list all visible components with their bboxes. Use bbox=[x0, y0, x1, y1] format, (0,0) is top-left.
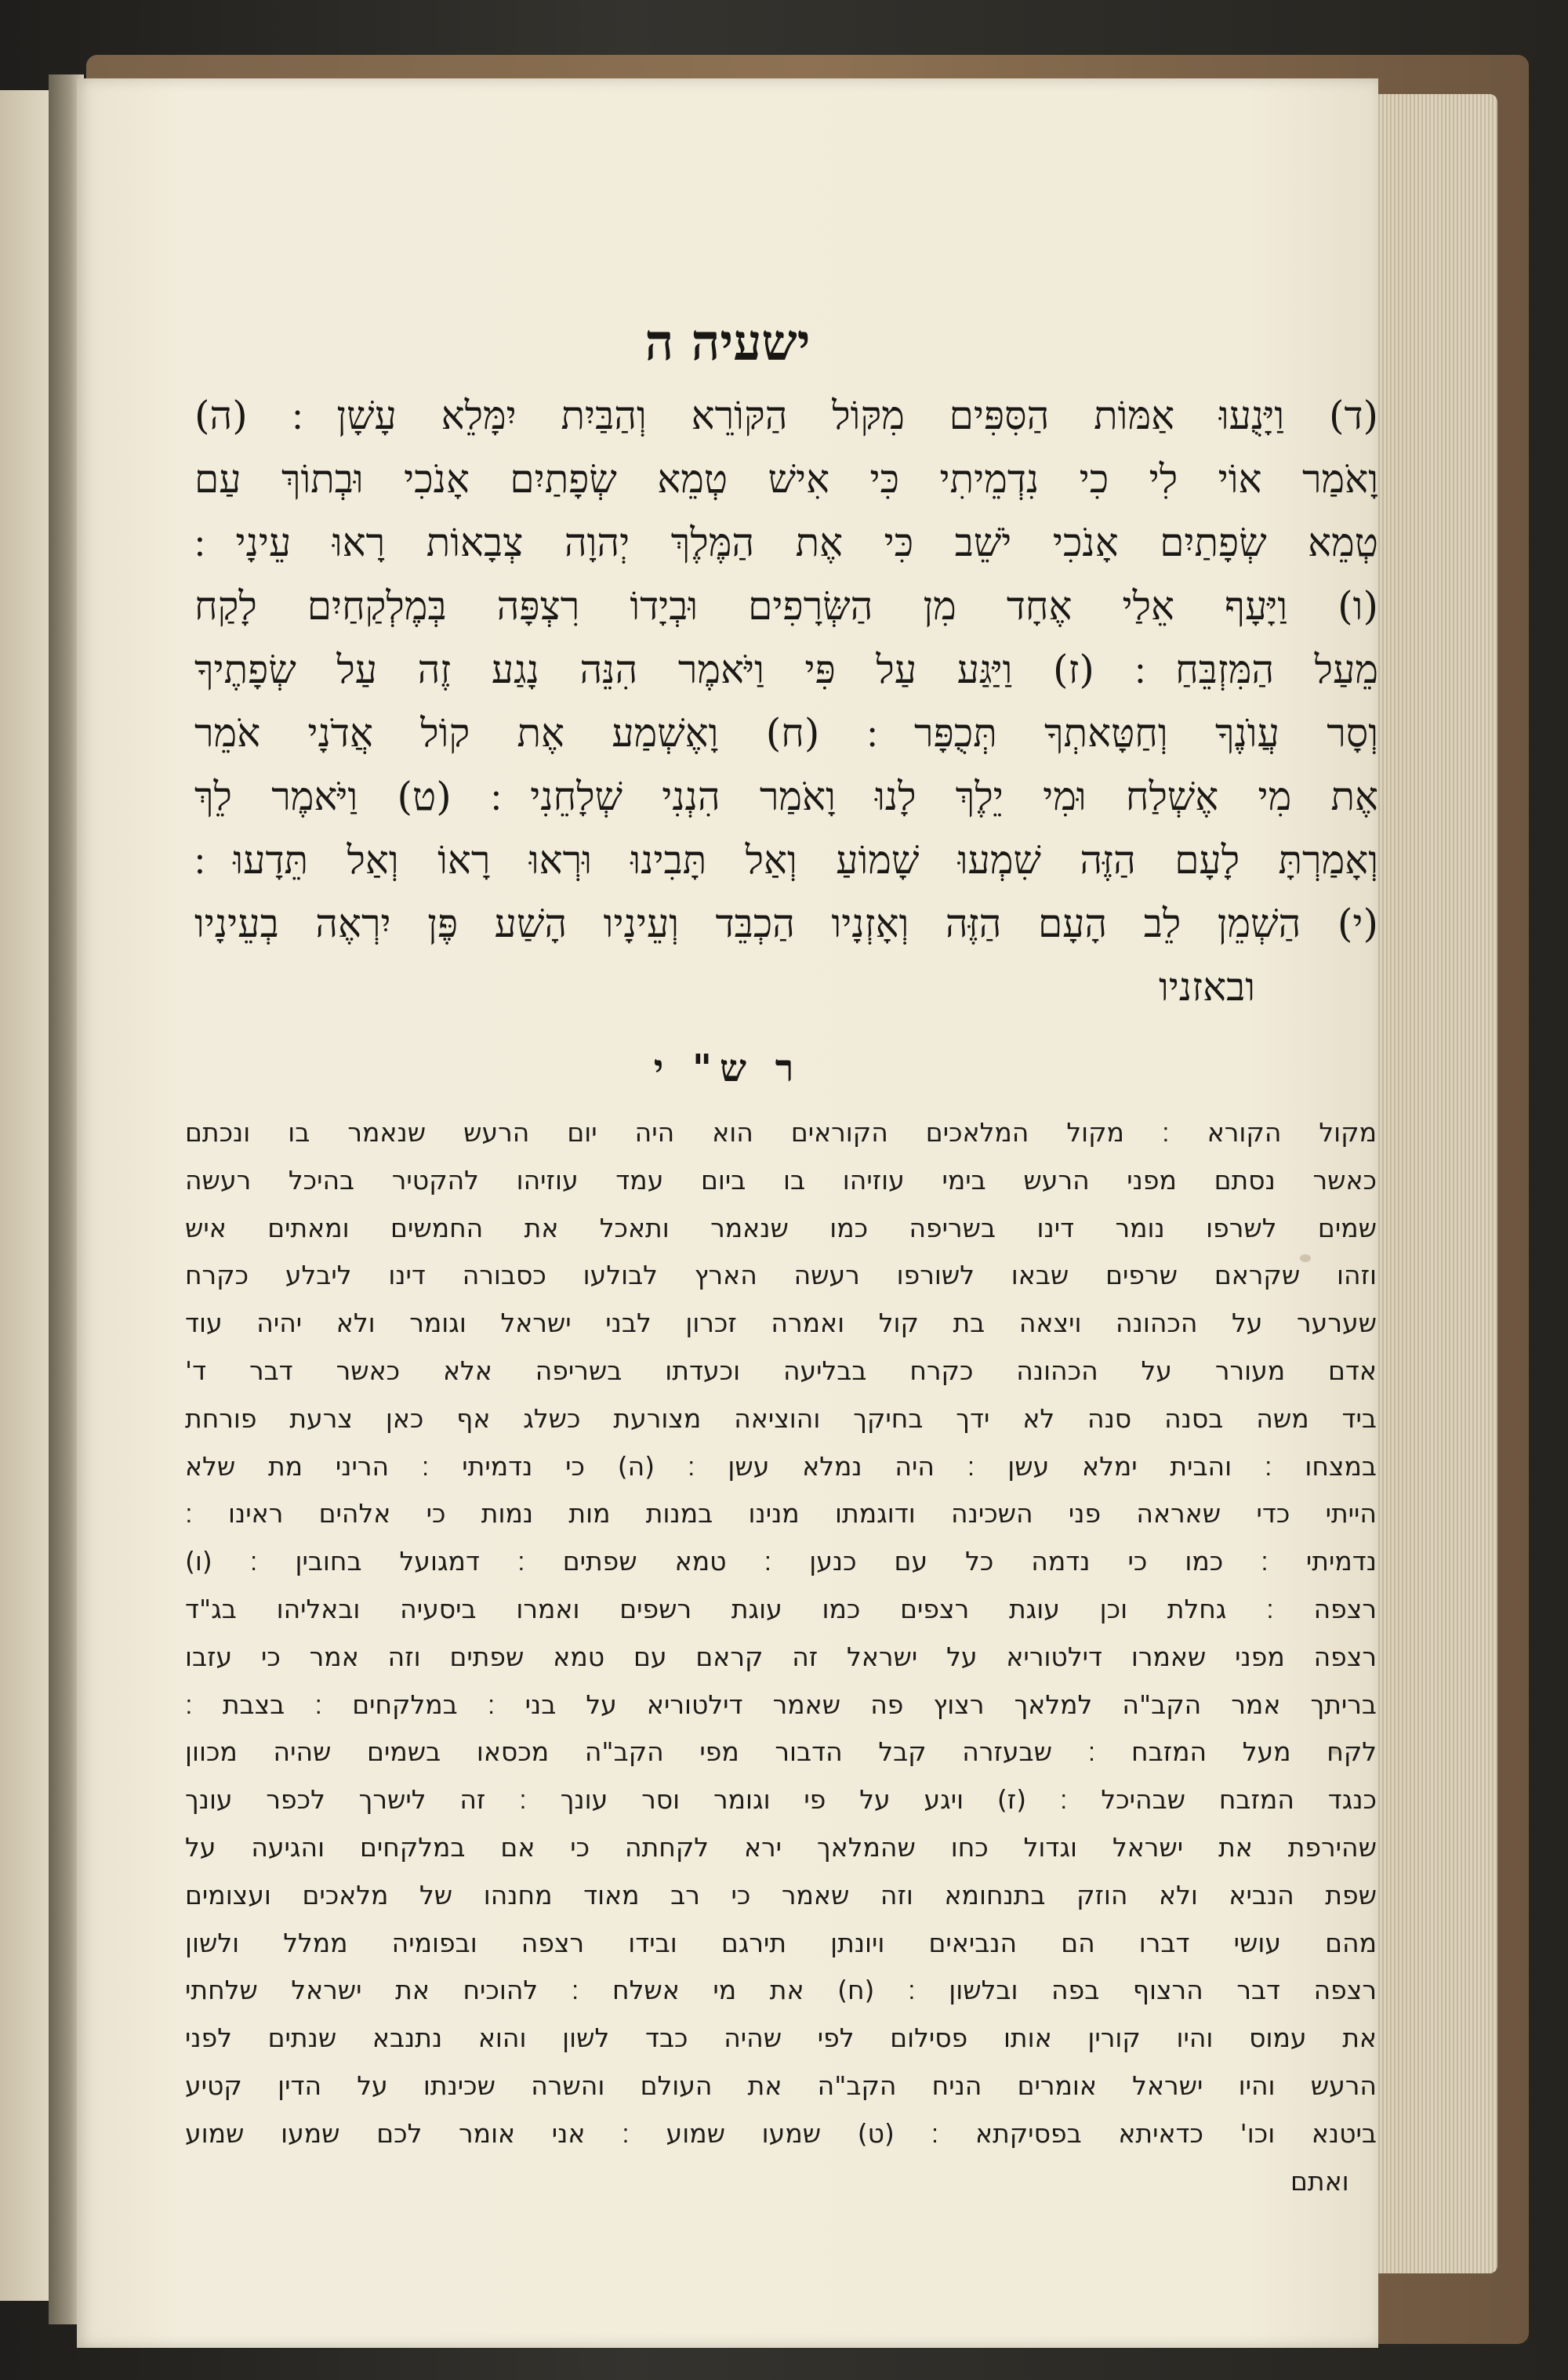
book-page bbox=[77, 78, 1378, 2348]
rashi-commentary bbox=[185, 1109, 1377, 2205]
commentary-line: אדם מעורר על הכהונה כקרח בבליעה וכעדתו בשריפה אלא כאשר דבר ד' bbox=[185, 1355, 1377, 1386]
commentary-line: מקול הקורא ׃ מקול המלאכים הקוראים הוא היה יום הרעש שנאמר בו ונכתם bbox=[185, 1117, 1377, 1148]
commentary-line: כאשר נסתם מפני הרעש בימי עוזיהו בו ביום עמד עוזיהו להקטיר בהיכל רעשה bbox=[185, 1164, 1377, 1195]
commentary-line: שפת הנביא ולא הוזק בתנחומא וזה שאמר כי רב מאוד מחנהו של מלאכים ועצומים bbox=[185, 1879, 1377, 1910]
page-header: ישעיה ה bbox=[644, 314, 811, 372]
verse-line: וְסָר עֲוֺנֶךָ וְחַטָּאתְךָ תְּכֻפָּר ׃ (ח) וָאֶשְׁמַע אֶת קוֹל אֲדֹנָי אֹמֵר bbox=[194, 710, 1378, 756]
verse-line: (ד) וַיָּנֻעוּ אַמּוֹת הַסִּפִּים מִקּוֹל הַקּוֹרֵא וְהַבַּיִת יִמָּלֵא עָשָׁן ׃ (ה) bbox=[194, 393, 1378, 438]
commentary-line: לקח מעל המזבח ׃ שבעזרה קבל הדבור מפי הקב"ה מכסאו בשמים שהיה מכוון bbox=[185, 1736, 1377, 1768]
commentary-line: מהם עושי דברו הם הנביאים ויונתן תירגם ובידו רצפה ובפומיה ממלל ולשון bbox=[185, 1927, 1377, 1958]
page-stack-edge bbox=[1368, 94, 1497, 2273]
verse-line: אֶת מִי אֶשְׁלַח וּמִי יֵלֶךְ לָנוּ וָאֹמַר הִנְנִי שְׁלָחֵנִי ׃ (ט) וַיֹּאמֶר לֵךְ bbox=[194, 774, 1378, 819]
commentary-title: ר ש" י bbox=[653, 1047, 802, 1090]
commentary-line: רצפה ׃ גחלת וכן עוגת רצפים כמו עוגת רשפים ואמרו ביסעיה ובאליהו בג"ד bbox=[185, 1593, 1377, 1624]
commentary-line: הרעש והיו ישראל אומרים הניח הקב"ה את העולם והשרה שכינתו על הדין קטיע bbox=[185, 2070, 1377, 2101]
commentary-line: וזהו שקראם שרפים שבאו לשורפו רעשה הארץ לבולעו כסבורה דינו ליבלע כקרח bbox=[185, 1260, 1377, 1291]
commentary-line: ביד משה בסנה סנה לא ידך בחיקך והוציאה מצורעת כשלג אף כאן צרעת פורחת bbox=[185, 1402, 1377, 1434]
commentary-line: שמים לשרפו נומר דינו בשריפה כמו שנאמר ותאכל את החמשים ומאתים איש bbox=[185, 1212, 1377, 1243]
commentary-line: במצחו ׃ והבית ימלא עשן ׃ היה נמלא עשן ׃ (ה) כי נדמיתי ׃ הריני מת שלא bbox=[185, 1450, 1377, 1482]
commentary-line: שהירפת את ישראל וגדול כחו שהמלאך ירא לקחתה כי אם במלקחים והגיעה על bbox=[185, 1831, 1377, 1863]
catchword: ואתם bbox=[1290, 2165, 1349, 2197]
commentary-line: שערער על הכהונה ויצאה בת קול ואמרה זכרון לבני ישראל וגומר ולא יהיה עוד bbox=[185, 1308, 1377, 1339]
commentary-line: כנגד המזבח שבהיכל ׃ (ז) ויגע על פי וגומר וסר עונך ׃ זה לישרך לכפר עונך bbox=[185, 1784, 1377, 1816]
verse-line: (ו) וַיָּעָף אֵלַי אֶחָד מִן הַשְּׂרָפִים וּבְיָדוֹ רִצְפָּה בְּמֶלְקַחַיִם לָקַח bbox=[194, 583, 1378, 629]
commentary-line: רצפה דבר הרצוף בפה ובלשון ׃ (ח) את מי אשלח ׃ להוכיח את ישראל שלחתי bbox=[185, 1975, 1377, 2006]
commentary-line: רצפה מפני שאמרו דילטוריא על ישראל זה קראם עם טמא שפתים וזה אמר כי עזבו bbox=[185, 1641, 1377, 1672]
commentary-line: ביטנא וכו' כדאיתא בפסיקתא ׃ (ט) שמעו שמוע ׃ אני אומר לכם שמעו שמוע bbox=[185, 2117, 1377, 2149]
biblical-text bbox=[194, 384, 1378, 1019]
commentary-line: בריתך אמר הקב"ה למלאך רצוץ פה שאמר דילטוריא על בני ׃ במלקחים ׃ בצבת ׃ bbox=[185, 1689, 1377, 1720]
verse-line: מֵעַל הַמִּזְבֵּחַ ׃ (ז) וַיַּגַּע עַל פִּי וַיֹּאמֶר הִנֵּה נָגַע זֶה עַל שְׂפָתֶיךָ bbox=[194, 647, 1378, 692]
verse-line: וְאָמַרְתָּ לָעָם הַזֶּה שִׁמְעוּ שָׁמוֹעַ וְאַל תָּבִינוּ וּרְאוּ רָאוֹ וְאַל תֵּדָעוּ ׃ bbox=[194, 837, 1378, 883]
catchword: ובאזניו bbox=[1159, 964, 1255, 1010]
verse-line: (י) הַשְׁמֵן לֵב הָעָם הַזֶּה וְאָזְנָיו הַכְבֵּד וְעֵינָיו הָשַׁע פֶּן יִרְאֶה בְעֵינָיו bbox=[194, 901, 1378, 946]
commentary-line: נדמיתי ׃ כמו כי נדמה כל עם כנען ׃ טמא שפתים ׃ דמגועל בחובין ׃ (ו) bbox=[185, 1546, 1377, 1577]
commentary-line: את עמוס והיו קורין אותו פסילום לפי שהיה כבד לשון והוא נתנבא שנתים לפני bbox=[185, 2023, 1377, 2054]
verse-line: טְמֵא שְׂפָתַיִם אָנֹכִי יֹשֵׁב כִּי אֶת הַמֶּלֶךְ יְהוָה צְבָאוֹת רָאוּ עֵינָי ׃ bbox=[194, 520, 1379, 565]
verse-line: וָאֹמַר אוֹי לִי כִי נִדְמֵיתִי כִּי אִישׁ טְמֵא שְׂפָתַיִם אָנֹכִי וּבְתוֹךְ עַם bbox=[194, 456, 1378, 502]
commentary-line: הייתי כדי שאראה פני השכינה ודוגמתו מנינו במנות מות נמות כי אלהים ראינו ׃ bbox=[185, 1498, 1377, 1529]
